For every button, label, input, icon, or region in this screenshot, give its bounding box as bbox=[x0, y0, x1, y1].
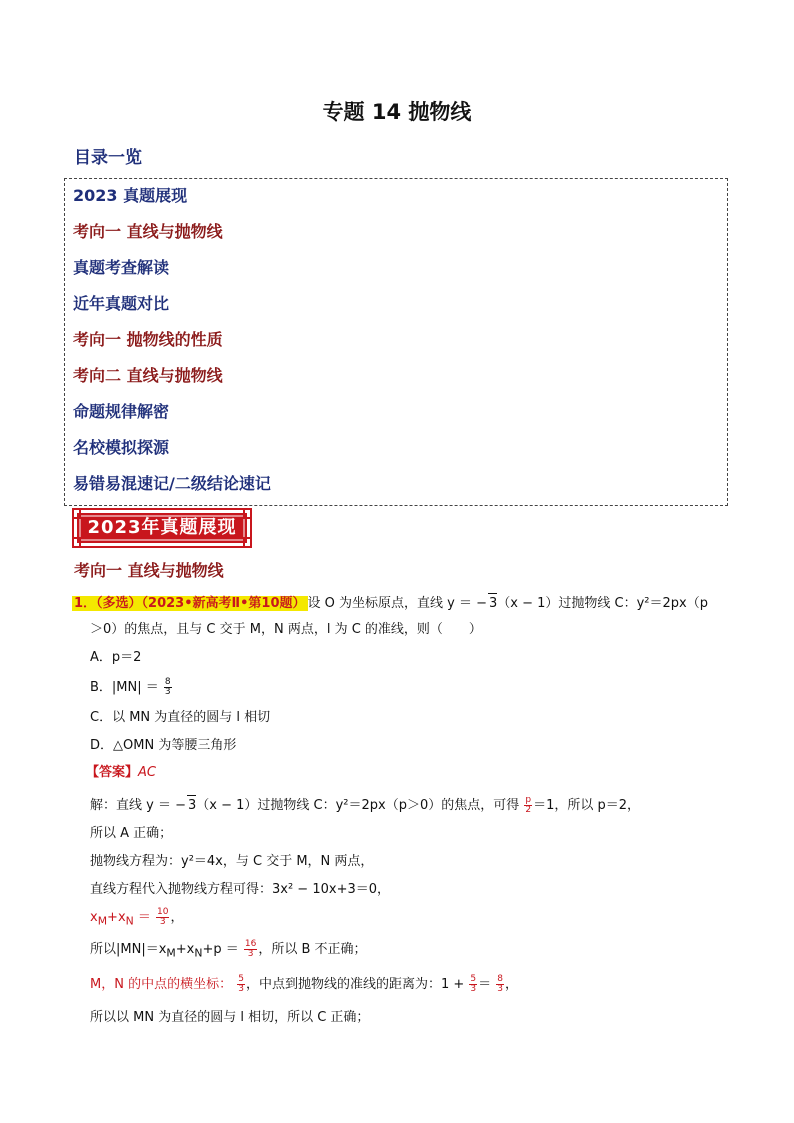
option-c: C．以 MN 为直径的圆与 l 相切 bbox=[90, 710, 271, 725]
solution-line1: 解：直线 y ＝ − 3（x − 1）过抛物线 C：y²＝2px（p＞0）的焦点，可得 $\frac{p}{2}$ ＝1，所以 p＝2， bbox=[90, 795, 641, 815]
toc-item[interactable]: 考向一 抛物线的性质 bbox=[73, 330, 223, 349]
toc-heading: 目录一览 bbox=[74, 148, 142, 168]
question-tag: 1．（多选）（2023•新高考Ⅱ•第10题） bbox=[74, 596, 306, 611]
toc-item[interactable]: 名校模拟探源 bbox=[73, 438, 170, 457]
solution-line3: 抛物线方程为：y²＝4x，与 C 交于 M，N 两点， bbox=[90, 854, 374, 869]
solution-line2: 所以 A 正确； bbox=[90, 826, 173, 841]
toc-item[interactable]: 命题规律解密 bbox=[73, 402, 170, 421]
option-d: D．△OMN 为等腰三角形 bbox=[90, 738, 237, 753]
question-stem-line1: 1．（多选）（2023•新高考Ⅱ•第10题） 设 O 为坐标原点，直线 y ＝ − 3（x − 1）过抛物线 C：y²＝2px（p bbox=[72, 593, 708, 614]
toc-item[interactable]: 考向一 直线与抛物线 bbox=[73, 222, 223, 241]
toc-item[interactable]: 近年真题对比 bbox=[73, 294, 170, 313]
section-banner bbox=[72, 508, 252, 548]
solution-line7: M，N 的中点的横坐标： $\frac{5}{3}$ ，中点到抛物线的准线的距离为：1 + $\frac{5}{3}$ ＝ $\frac{8}{3}$ ， bbox=[90, 974, 519, 994]
toc-item[interactable]: 考向二 直线与抛物线 bbox=[73, 366, 223, 385]
page-title: 专题 14 抛物线 bbox=[322, 100, 472, 124]
toc-item[interactable]: 真题考查解读 bbox=[73, 258, 170, 277]
toc-item[interactable]: 2023 真题展现 bbox=[73, 186, 188, 205]
option-b: B．|MN| ＝ $\frac{8}{3}$ bbox=[90, 677, 171, 697]
answer-line: 【答案】AC bbox=[86, 765, 156, 780]
toc-item[interactable]: 易错易混速记/二级结论速记 bbox=[73, 474, 271, 493]
section-heading: 考向一 直线与抛物线 bbox=[74, 561, 224, 580]
banner-title: 2023年真题展现 bbox=[87, 517, 237, 538]
solution-line5: $x_M+x_N$ ＝ $\frac{10}{3}$ ， bbox=[90, 907, 184, 928]
solution-line6: 所以$|MN|=x_M+x_N+p$ ＝ $\frac{16}{3}$ ，所以 B 不正确； bbox=[90, 939, 367, 960]
question-stem-line2: ＞0）的焦点，且与 C 交于 M，N 两点，l 为 C 的准线，则（ ） bbox=[90, 622, 482, 637]
solution-line8: 所以以 MN 为直径的圆与 l 相切，所以 C 正确； bbox=[90, 1010, 370, 1025]
toc-box bbox=[64, 178, 728, 506]
solution-line4: 直线方程代入抛物线方程可得：3x² − 10x+3＝0， bbox=[90, 882, 391, 897]
option-a: A．p＝2 bbox=[90, 650, 142, 665]
